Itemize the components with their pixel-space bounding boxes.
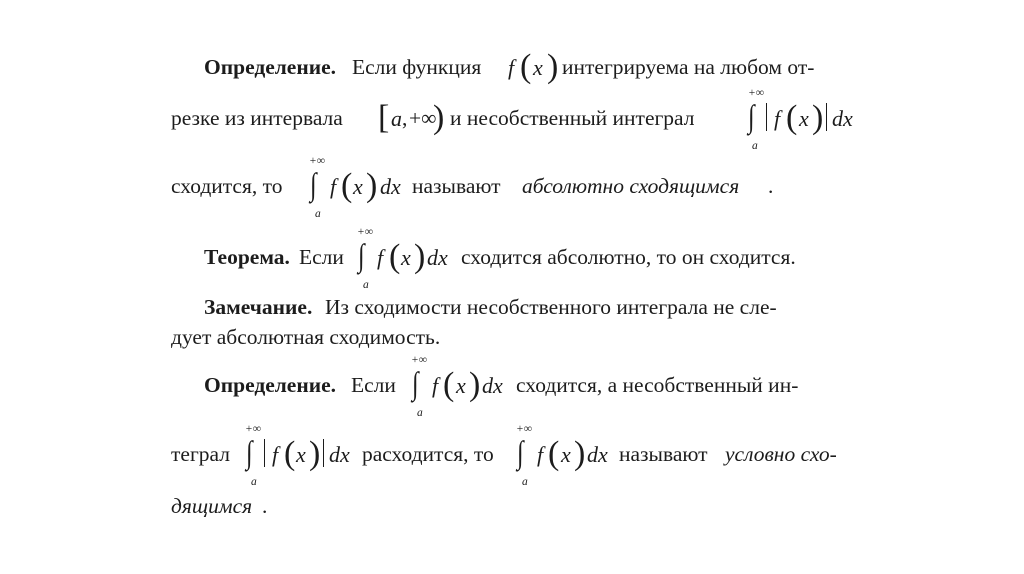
theorem-term: Теорема. [204,245,290,269]
paren-open: ( [284,435,296,472]
paren-close-interval: ) [433,99,445,136]
paren-open: ( [389,238,401,275]
line4-text-b: сходится абсолютно, то он сходится. [461,245,796,269]
line8-text-b: расходится, то [362,442,494,466]
function-f: f [377,245,384,270]
integral-lower-limit: a [752,140,758,152]
paren-open: ( [443,366,455,403]
interval-infinity: +∞ [409,106,437,130]
abs-bar-left [766,103,767,131]
paren-open: ( [520,48,532,85]
differential-dx: dx [329,442,350,467]
term-conditionally-convergent-end: дящимся [171,494,253,518]
line5-text-a: Из сходимости несобственного интеграла не сле- [325,295,777,319]
line8-text-a: теграл [171,442,230,466]
integral-lower-limit: a [315,208,321,220]
variable-x: x [296,442,306,467]
line9-period: . [262,494,268,518]
integral-sign: ∫ [310,166,317,202]
line6-text-a: дует абсолютная сходимость. [171,325,441,349]
integral-sign: ∫ [748,98,755,134]
line1-text-b: интегрируема на любом от- [562,55,815,79]
paren-open: ( [548,435,560,472]
integral-lower-limit: a [363,279,369,291]
line2-text-a: резке из интервала [171,106,343,130]
line7-text-b: сходится, а несобственный ин- [516,373,799,397]
function-f: f [432,373,439,398]
variable-x: x [533,55,543,80]
function-f: f [330,174,337,199]
function-f: f [774,106,781,131]
differential-dx: dx [482,373,503,398]
term-conditionally-convergent: условно схо- [725,442,837,466]
definition-term-1: Определение. [204,55,337,79]
paren-close: ) [414,238,426,275]
variable-x: x [561,442,571,467]
line3-text-b: называют [412,174,501,198]
paren-open: ( [786,99,798,136]
paren-close: ) [547,48,559,85]
paren-open: ( [341,167,353,204]
integral-upper-limit: +∞ [748,87,764,99]
definition-term-2: Определение. [204,373,337,397]
interval-lower: a [391,106,402,131]
paren-close: ) [309,435,321,472]
line3-period: . [768,174,774,198]
integral-upper-limit: +∞ [411,354,427,366]
abs-bar-right [826,103,827,131]
paren-close: ) [366,167,378,204]
paren-close: ) [574,435,586,472]
integral-lower-limit: a [417,407,423,419]
integral-lower-limit-1: a [251,476,257,488]
variable-x: x [799,106,809,131]
variable-x: x [401,245,411,270]
integral-upper-limit: +∞ [309,155,325,167]
line8-text-c: называют [619,442,708,466]
paren-close: ) [469,366,481,403]
interval-comma: , [402,106,408,130]
integral-sign: ∫ [358,237,365,273]
differential-dx: dx [832,106,853,131]
term-absolutely-convergent: абсолютно сходящимся [522,174,740,198]
line2-text-b: и несобственный интеграл [450,106,695,130]
differential-dx: dx [587,442,608,467]
integral-upper-limit: +∞ [357,226,373,238]
abs-bar-left [264,439,265,467]
paren-close: ) [812,99,824,136]
integral-lower-limit-2: a [522,476,528,488]
function-f: f [272,442,279,467]
variable-x: x [456,373,466,398]
abs-bar-right [323,439,324,467]
function-f: f [508,55,515,80]
bracket-open: [ [378,99,390,136]
integral-upper-limit-2: +∞ [516,423,532,435]
line4-text-a: Если [299,245,344,269]
integral-sign: ∫ [246,434,253,470]
integral-upper-limit-1: +∞ [245,423,261,435]
function-f: f [537,442,544,467]
line1-text-a: Если функция [352,55,482,79]
variable-x: x [353,174,363,199]
remark-term: Замечание. [204,295,313,319]
integral-sign: ∫ [412,365,419,401]
line3-text-a: сходится, то [171,174,283,198]
differential-dx: dx [380,174,401,199]
differential-dx: dx [427,245,448,270]
integral-sign: ∫ [517,434,524,470]
line7-text-a: Если [351,373,396,397]
